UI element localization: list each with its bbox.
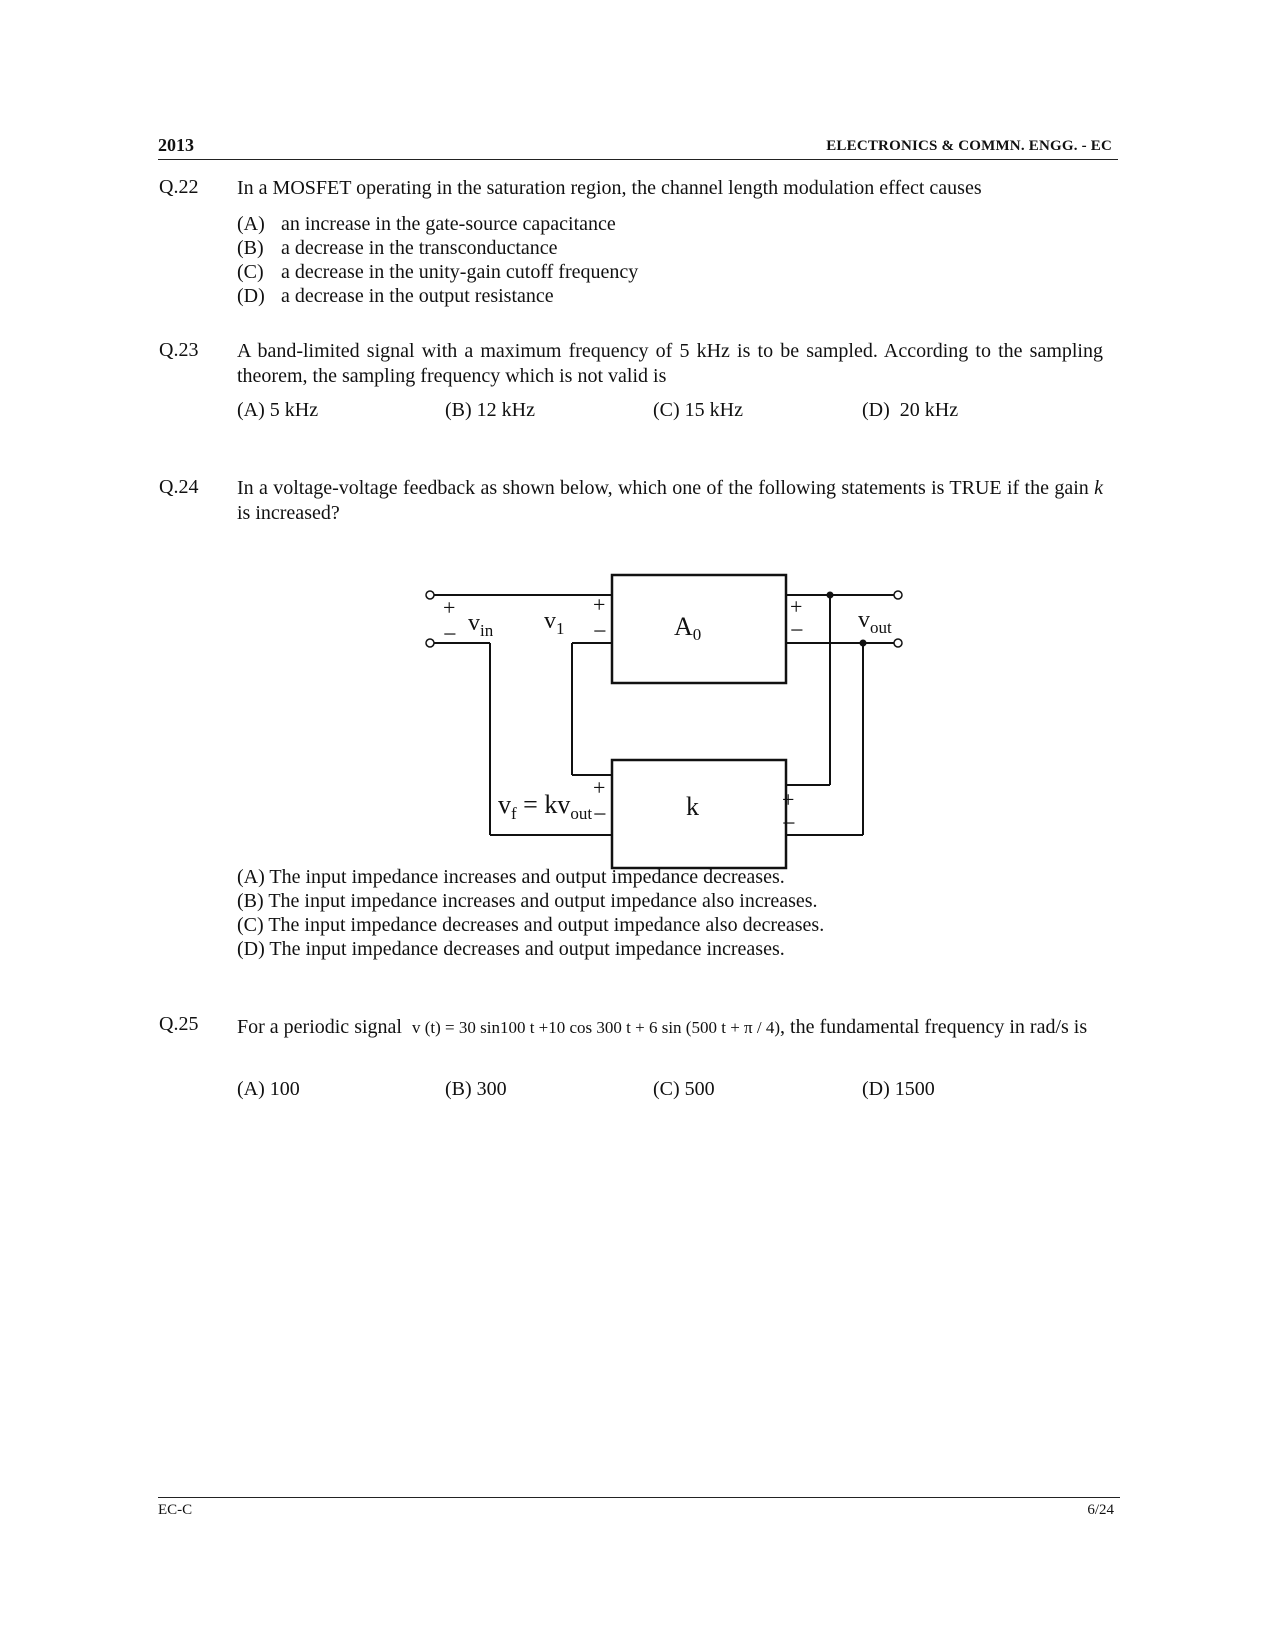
option-d: (D) a decrease in the output resistance <box>237 285 554 307</box>
svg-text:+: + <box>593 592 606 617</box>
option-c: (C) 500 <box>653 1078 715 1100</box>
question-text: In a MOSFET operating in the saturation region, the channel length modulation effect causes <box>237 177 982 199</box>
option-b: (B) The input impedance increases and output impedance also increases. <box>237 890 818 912</box>
question-number: Q.22 <box>159 176 199 198</box>
svg-text:+: + <box>593 775 606 800</box>
option-a: (A) The input impedance increases and output impedance decreases. <box>237 866 785 888</box>
question-number: Q.23 <box>159 339 199 361</box>
option-b: (B) 300 <box>445 1078 507 1100</box>
option-c: (C) 15 kHz <box>653 399 743 421</box>
option-d: (D) 1500 <box>862 1078 935 1100</box>
feedback-circuit-diagram <box>420 565 920 875</box>
svg-text:k: k <box>686 792 699 821</box>
option-b: (B) a decrease in the transconductance <box>237 237 558 259</box>
page-header <box>158 135 1118 160</box>
option-a: (A) an increase in the gate-source capacitance <box>237 213 616 235</box>
option-d: (D) 20 kHz <box>862 399 959 421</box>
question-text: For a periodic signal v (t) = 30 sin100 t +10 cos 300 t + 6 sin (500 t + π / 4), the fundamental frequency in rad/s is <box>237 1016 1088 1038</box>
question-text: A band-limited signal with a maximum frequency of 5 kHz is to be sampled. According to the sampling theorem, the sampling frequency which is not valid is <box>237 340 1103 387</box>
option-a: (A) 100 <box>237 1078 300 1100</box>
svg-text:−: − <box>593 802 607 828</box>
exam-year: 2013 <box>158 135 194 155</box>
svg-text:vf = kvout: $v_f = kv_{out}$ <box>498 790 593 823</box>
svg-text:+: + <box>443 595 456 620</box>
feedback-block <box>612 760 786 868</box>
option-c: (C) a decrease in the unity-gain cutoff frequency <box>237 261 639 283</box>
svg-text:−: − <box>593 619 607 645</box>
svg-text:−: − <box>790 618 804 644</box>
question-number: Q.24 <box>159 476 199 498</box>
svg-text:v1: $v_1$ <box>544 608 565 638</box>
exam-subject: ELECTRONICS & COMMN. ENGG. - EC <box>826 138 1112 154</box>
option-c: (C) The input impedance decreases and output impedance also decreases. <box>237 914 825 936</box>
option-b: (B) 12 kHz <box>445 399 535 421</box>
svg-text:−: − <box>782 811 796 837</box>
question-text: In a voltage-voltage feedback as shown below, which one of the following statements is TRUE if the gain k is increased? <box>237 477 1103 524</box>
option-d: (D) The input impedance decreases and output impedance increases. <box>237 938 785 960</box>
svg-text:A0: A0 <box>674 612 702 644</box>
page-footer <box>158 1497 1120 1518</box>
svg-text:+: + <box>782 787 795 812</box>
page-number: 6/24 <box>1087 1502 1114 1518</box>
svg-text:vin: $v_{in}$ <box>468 610 494 640</box>
svg-text:+: + <box>790 594 803 619</box>
paper-code: EC-C <box>158 1502 193 1518</box>
svg-text:vout: $v_{out}$ <box>858 607 892 637</box>
option-a: (A) 5 kHz <box>237 399 319 421</box>
question-number: Q.25 <box>159 1013 199 1035</box>
signal-equation: v (t) = 30 sin100 t +10 cos 300 t + 6 sin (500 t + π / 4) <box>411 1018 781 1037</box>
svg-text:−: − <box>443 622 457 648</box>
